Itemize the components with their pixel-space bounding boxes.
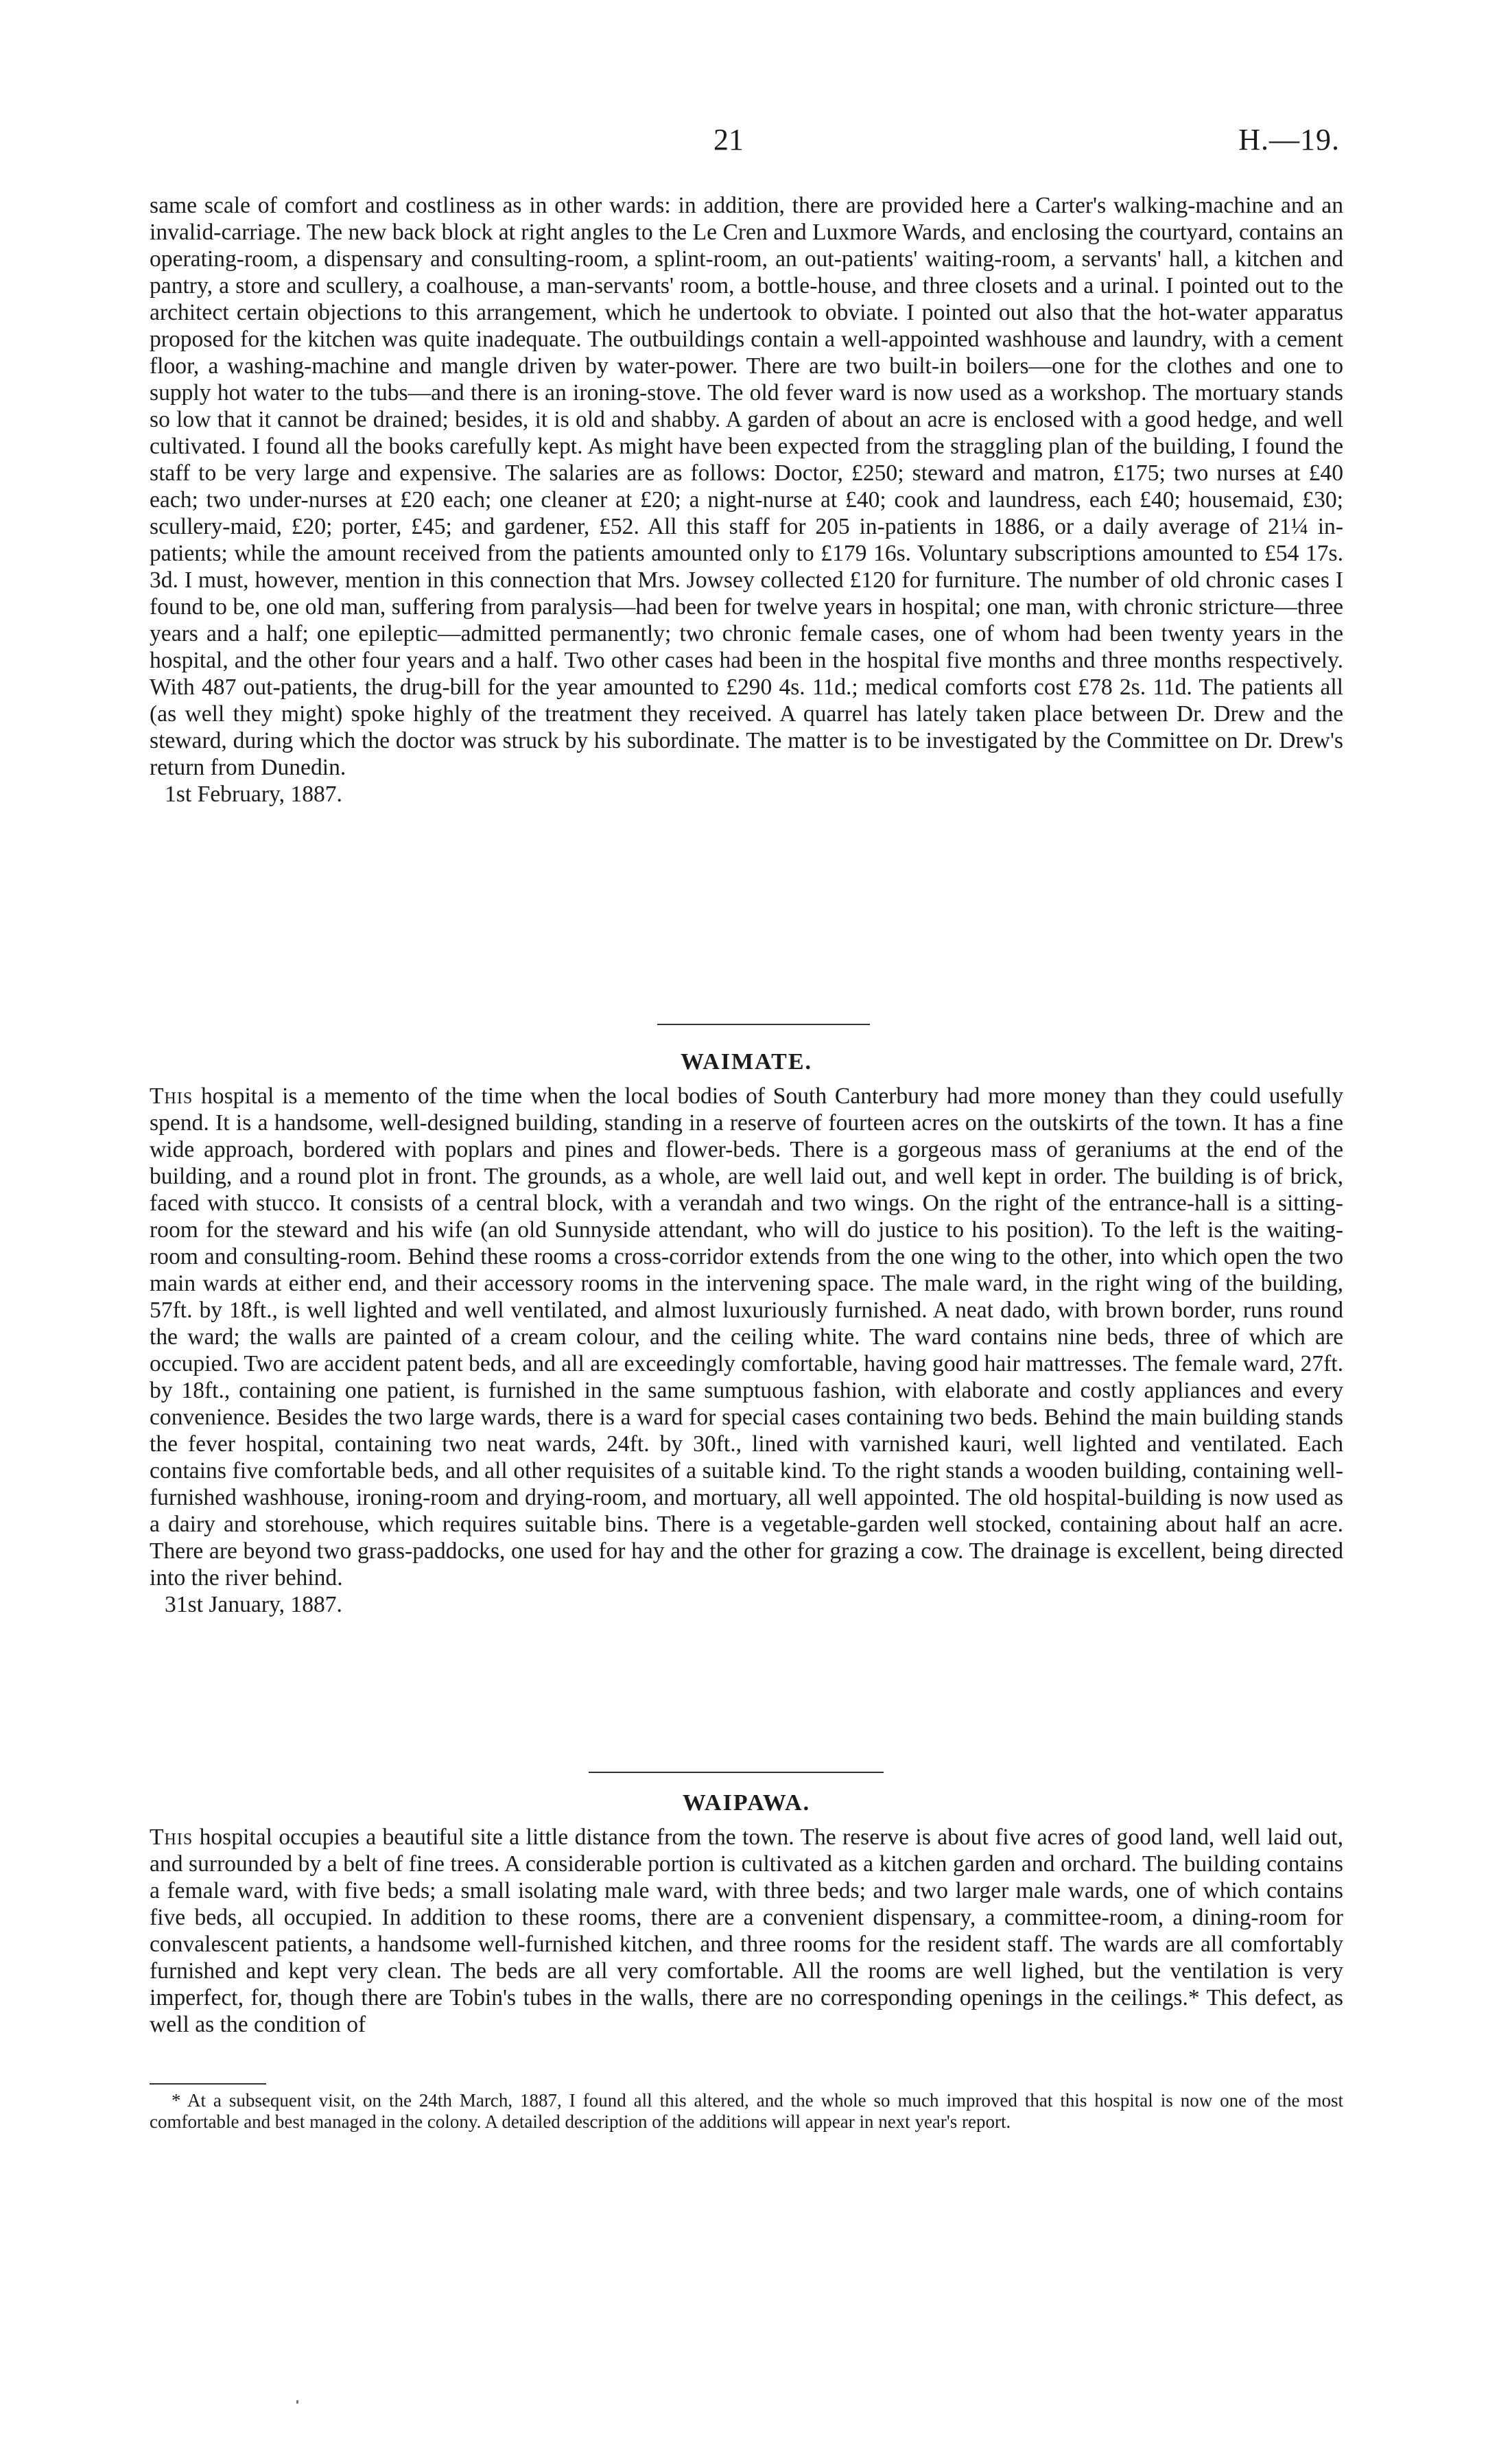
section-divider <box>589 1772 884 1773</box>
scan-speck <box>296 2400 298 2404</box>
waimate-paragraph <box>150 1083 1343 1591</box>
waipawa-lead-word: This <box>150 1824 193 1850</box>
document-reference: H.—19. <box>1238 123 1340 156</box>
waipawa-paragraph <box>150 1824 1343 2038</box>
waimate-section <box>150 1048 1343 1618</box>
waipawa-section <box>150 1790 1343 2038</box>
waimate-body-text: hospital is a memento of the time when the local bodies of South Canterbury had more money than they could usefully spend. It is a handsome, well-designed building, standing in a reserve of fourteen acres on the outskirts of the town. It has a fine wide approach, bordered with poplars and pines and flower-beds. There is a gorgeous mass of geraniums at the end of the building, and a round plot in front. The grounds, as a whole, are well laid out, and well kept in order. The building is of brick, faced with stucco. It consists of a central block, with a verandah and two wings. On the right of the entrance-hall is a sitting-room for the steward and his wife (an old Sunnyside attendant, who will do justice to his position). To the left is the waiting-room and consulting-room. Behind these rooms a cross-corridor extends from the one wing to the other, into which open the two main wards at either end, and their accessory rooms in the intervening space. The male ward, in the right wing of the building, 57ft. by 18ft., is well lighted and well ventilated, and almost luxuriously furnished. A neat dado, with brown border, runs round the ward; the walls are painted of a cream colour, and the ceiling white. The ward contains nine beds, three of which are occupied. Two are accident patent beds, and all are exceedingly comfortable, having good hair mattresses. The female ward, 27ft. by 18ft., containing one patient, is furnished in the same sumptuous fashion, with elaborate and costly appliances and every convenience. Besides the two large wards, there is a ward for special cases containing two beds. Behind the main building stands the fever hospital, containing two neat wards, 24ft. by 30ft., lined with varnished kauri, well lighted and ventilated. Each contains five comfortable beds, and all other requisites of a suitable kind. To the right stands a wooden building, containing well-furnished washhouse, ironing-room and drying-room, and mortuary, all well appointed. The old hospital-building is now used as a dairy and storehouse, which requires suitable bins. There is a vegetable-garden well stocked, containing about half an acre. There are beyond two grass-paddocks, one used for hay and the other for grazing a cow. The drainage is excellent, being directed into the river behind. <box>150 1083 1343 1591</box>
waipawa-body-text: hospital occupies a beautiful site a little distance from the town. The reserve is about five acres of good land, well laid out, and surrounded by a belt of fine trees. A considerable portion is cultivated as a kitchen garden and orchard. The building contains a female ward, with five beds; a small isolating male ward, with three beds; and two larger male wards, one of which contains five beds, all occupied. In addition to these rooms, there are a convenient dispensary, a committee-room, a dining-room for convalescent patients, a handsome well-furnished kitchen, and three rooms for the resident staff. The wards are all comfortably furnished and kept very clean. The beds are all very comfortable. All the rooms are well lighed, but the ventilation is very imperfect, for, though there are Tobin's tubes in the walls, there are no corresponding openings in the ceilings.* This defect, as well as the condition of <box>150 1824 1343 2037</box>
page-number: 21 <box>713 123 744 156</box>
footnote-divider <box>150 2083 266 2085</box>
continuation-section <box>150 192 1343 808</box>
continuation-paragraph: same scale of comfort and costliness as in other wards: in addition, there are provided here a Carter's walking-machine and an invalid-carriage. The new back block at right angles to the Le Cren and Luxmore Wards, and enclosing the courtyard, contains an operating-room, a dispensary and consulting-room, a splint-room, an out-patients' waiting-room, a servants' hall, a kitchen and pantry, a store and scullery, a coalhouse, a man-servants' room, a bottle-house, and three closets and a urinal. I pointed out to the architect certain objections to this arrangement, which he undertook to obviate. I pointed out also that the hot-water apparatus proposed for the kitchen was quite inadequate. The outbuildings contain a well-appointed washhouse and laundry, with a cement floor, a washing-machine and mangle driven by water-power. There are two built-in boilers—one for the clothes and one to supply hot water to the tubs—and there is an ironing-stove. The old fever ward is now used as a workshop. The mortuary stands so low that it cannot be drained; besides, it is old and shabby. A garden of about an acre is enclosed with a good hedge, and well cultivated. I found all the books carefully kept. As might have been expected from the straggling plan of the building, I found the staff to be very large and expensive. The salaries are as follows: Doctor, £250; steward and matron, £175; two nurses at £40 each; two under-nurses at £20 each; one cleaner at £20; a night-nurse at £40; cook and laundress, each £40; housemaid, £30; scullery-maid, £20; porter, £45; and gardener, £52. All this staff for 205 in-patients in 1886, or a daily average of 21¼ in-patients; while the amount received from the patients amounted only to £179 16s. Voluntary subscriptions amounted to £54 17s. 3d. I must, however, mention in this connection that Mrs. Jowsey collected £120 for furniture. The number of old chronic cases I found to be, one old man, suffering from paralysis—had been for twelve years in hospital; one man, with chronic stricture—three years and a half; one epileptic—admitted permanently; two chronic female cases, one of whom had been twenty years in the hospital, and the other four years and a half. Two other cases had been in the hospital five months and three months respectively. With 487 out-patients, the drug-bill for the year amounted to £290 4s. 11d.; medical comforts cost £78 2s. 11d. The patients all (as well they might) spoke highly of the treatment they received. A quarrel has lately taken place between Dr. Drew and the steward, during which the doctor was struck by his subordinate. The matter is to be investigated by the Committee on Dr. Drew's return from Dunedin. <box>150 193 1343 780</box>
waimate-date: 31st January, 1887. <box>165 1592 342 1617</box>
section-divider <box>657 1024 870 1025</box>
page-header <box>0 122 1499 163</box>
section-title-waipawa: WAIPAWA. <box>682 1790 811 1816</box>
waimate-lead-word: This <box>150 1083 193 1109</box>
continuation-date: 1st February, 1887. <box>165 782 342 807</box>
section-title-waimate: WAIMATE. <box>681 1049 812 1075</box>
footnote: * At a subsequent visit, on the 24th March, 1887, I found all this altered, and the whole so much improved that this hospital is now one of the most comfortable and best managed in the colony. A detailed description of the additions will appear in next year's report. <box>150 2090 1343 2132</box>
